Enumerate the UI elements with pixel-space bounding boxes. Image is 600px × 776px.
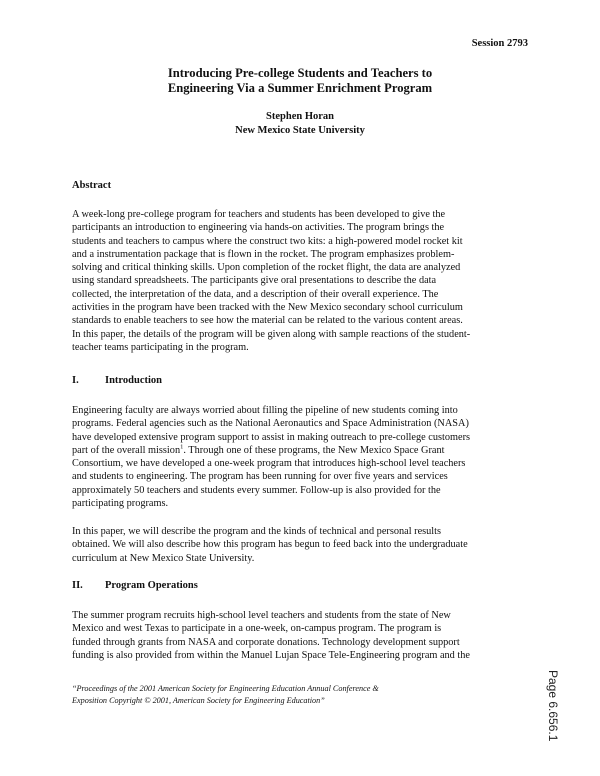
page-number-vertical: Page 6.656.1 [546, 670, 560, 742]
abstract-paragraph [72, 208, 532, 354]
paper-title [0, 66, 600, 96]
introduction-paragraph-1 [72, 404, 532, 510]
author-block [0, 110, 600, 138]
intro-line-with-footnote [72, 444, 532, 457]
abstract-line: activities in the program have been tracked with the New Mexico secondary school curriculum [72, 302, 463, 314]
operations-line: funding is also provided from within the Manuel Lujan Space Tele-Engineering program and the [72, 649, 470, 661]
intro-line: participating programs. [72, 498, 169, 510]
section-1-number: I. [72, 375, 79, 386]
intro-line: obtained. We will also describe how this program has begun to feed back into the undergraduate [72, 539, 468, 551]
footer-line-2: Exposition Copyright © 2001, American Society for Engineering Education” [72, 696, 325, 705]
intro-line-text-a: part of the overall mission [72, 444, 181, 456]
title-line-2: Engineering Via a Summer Enrichment Program [167, 81, 433, 95]
intro-line: Engineering faculty are always worried about filling the pipeline of new students coming into [72, 405, 458, 416]
intro-line: have developed extensive program support to assist in making outreach to pre-college customers [72, 431, 471, 443]
section-2-title: Program Operations [105, 580, 198, 591]
abstract-line: solving and critical thinking skills. Upon completion of the rocket flight, the data are analyzed [72, 262, 461, 274]
operations-line: Mexico and west Texas to participate in a one-week, on-campus program. The program is [72, 623, 442, 635]
program-operations-paragraph [72, 609, 532, 662]
abstract-line: standards to enable teachers to see how the material can be related to the various content areas. [72, 315, 463, 327]
intro-line: and students to engineering. The program has been running for over five years and services [72, 471, 448, 483]
section-2-heading [72, 580, 198, 591]
section-1-heading [72, 375, 162, 386]
abstract-line: and a instrumentation package that is flown in the rocket. The program emphasizes problem- [72, 248, 455, 260]
introduction-paragraph-2 [72, 525, 532, 565]
session-label: Session 2793 [471, 38, 528, 49]
intro-line: approximately 50 teachers and students every summer. Follow-up is also provided for the [72, 484, 441, 496]
abstract-line: In this paper, the details of the program will be given along with sample reactions of the student- [72, 328, 471, 340]
operations-line: funded through grants from NASA and corporate donations. Technology development support [72, 636, 460, 648]
author-affiliation: New Mexico State University [235, 125, 365, 136]
intro-line: curriculum at New Mexico State University. [72, 552, 255, 564]
abstract-line: collected, the interpretation of the data, and a description of their overall experience. The [72, 288, 439, 300]
abstract-line: students and teachers to campus where the construct two kits: a high-powered model rocket kit [72, 235, 463, 247]
operations-line: The summer program recruits high-school level teachers and students from the state of New [72, 610, 451, 621]
proceedings-footer [72, 683, 512, 707]
section-2-number: II. [72, 580, 83, 591]
intro-line: programs. Federal agencies such as the National Aeronautics and Space Administration (NASA) [72, 418, 469, 430]
intro-line-text-b: . Through one of these programs, the New Mexico Space Grant [183, 444, 445, 456]
abstract-line: using standard spreadsheets. The participants give oral presentations to describe the data [72, 275, 437, 287]
footer-line-1: “Proceedings of the 2001 American Society for Engineering Education Annual Conference & [72, 684, 379, 693]
section-1-title: Introduction [105, 375, 162, 386]
title-line-1: Introducing Pre-college Students and Teachers to [167, 66, 433, 80]
intro-line: Consortium, we have developed a one-week program that introduces high-school level teachers [72, 458, 466, 470]
abstract-line: teacher teams participating in the program. [72, 341, 249, 353]
abstract-line: participants an introduction to engineering via hands-on activities. The program brings the [72, 222, 445, 234]
intro-line: In this paper, we will describe the program and the kinds of technical and personal results [72, 526, 442, 537]
abstract-heading: Abstract [72, 180, 112, 191]
author-name: Stephen Horan [266, 111, 334, 122]
footnote-reference[interactable]: 1 [180, 443, 184, 451]
abstract-line: A week-long pre-college program for teachers and students has been developed to give the [72, 209, 446, 220]
